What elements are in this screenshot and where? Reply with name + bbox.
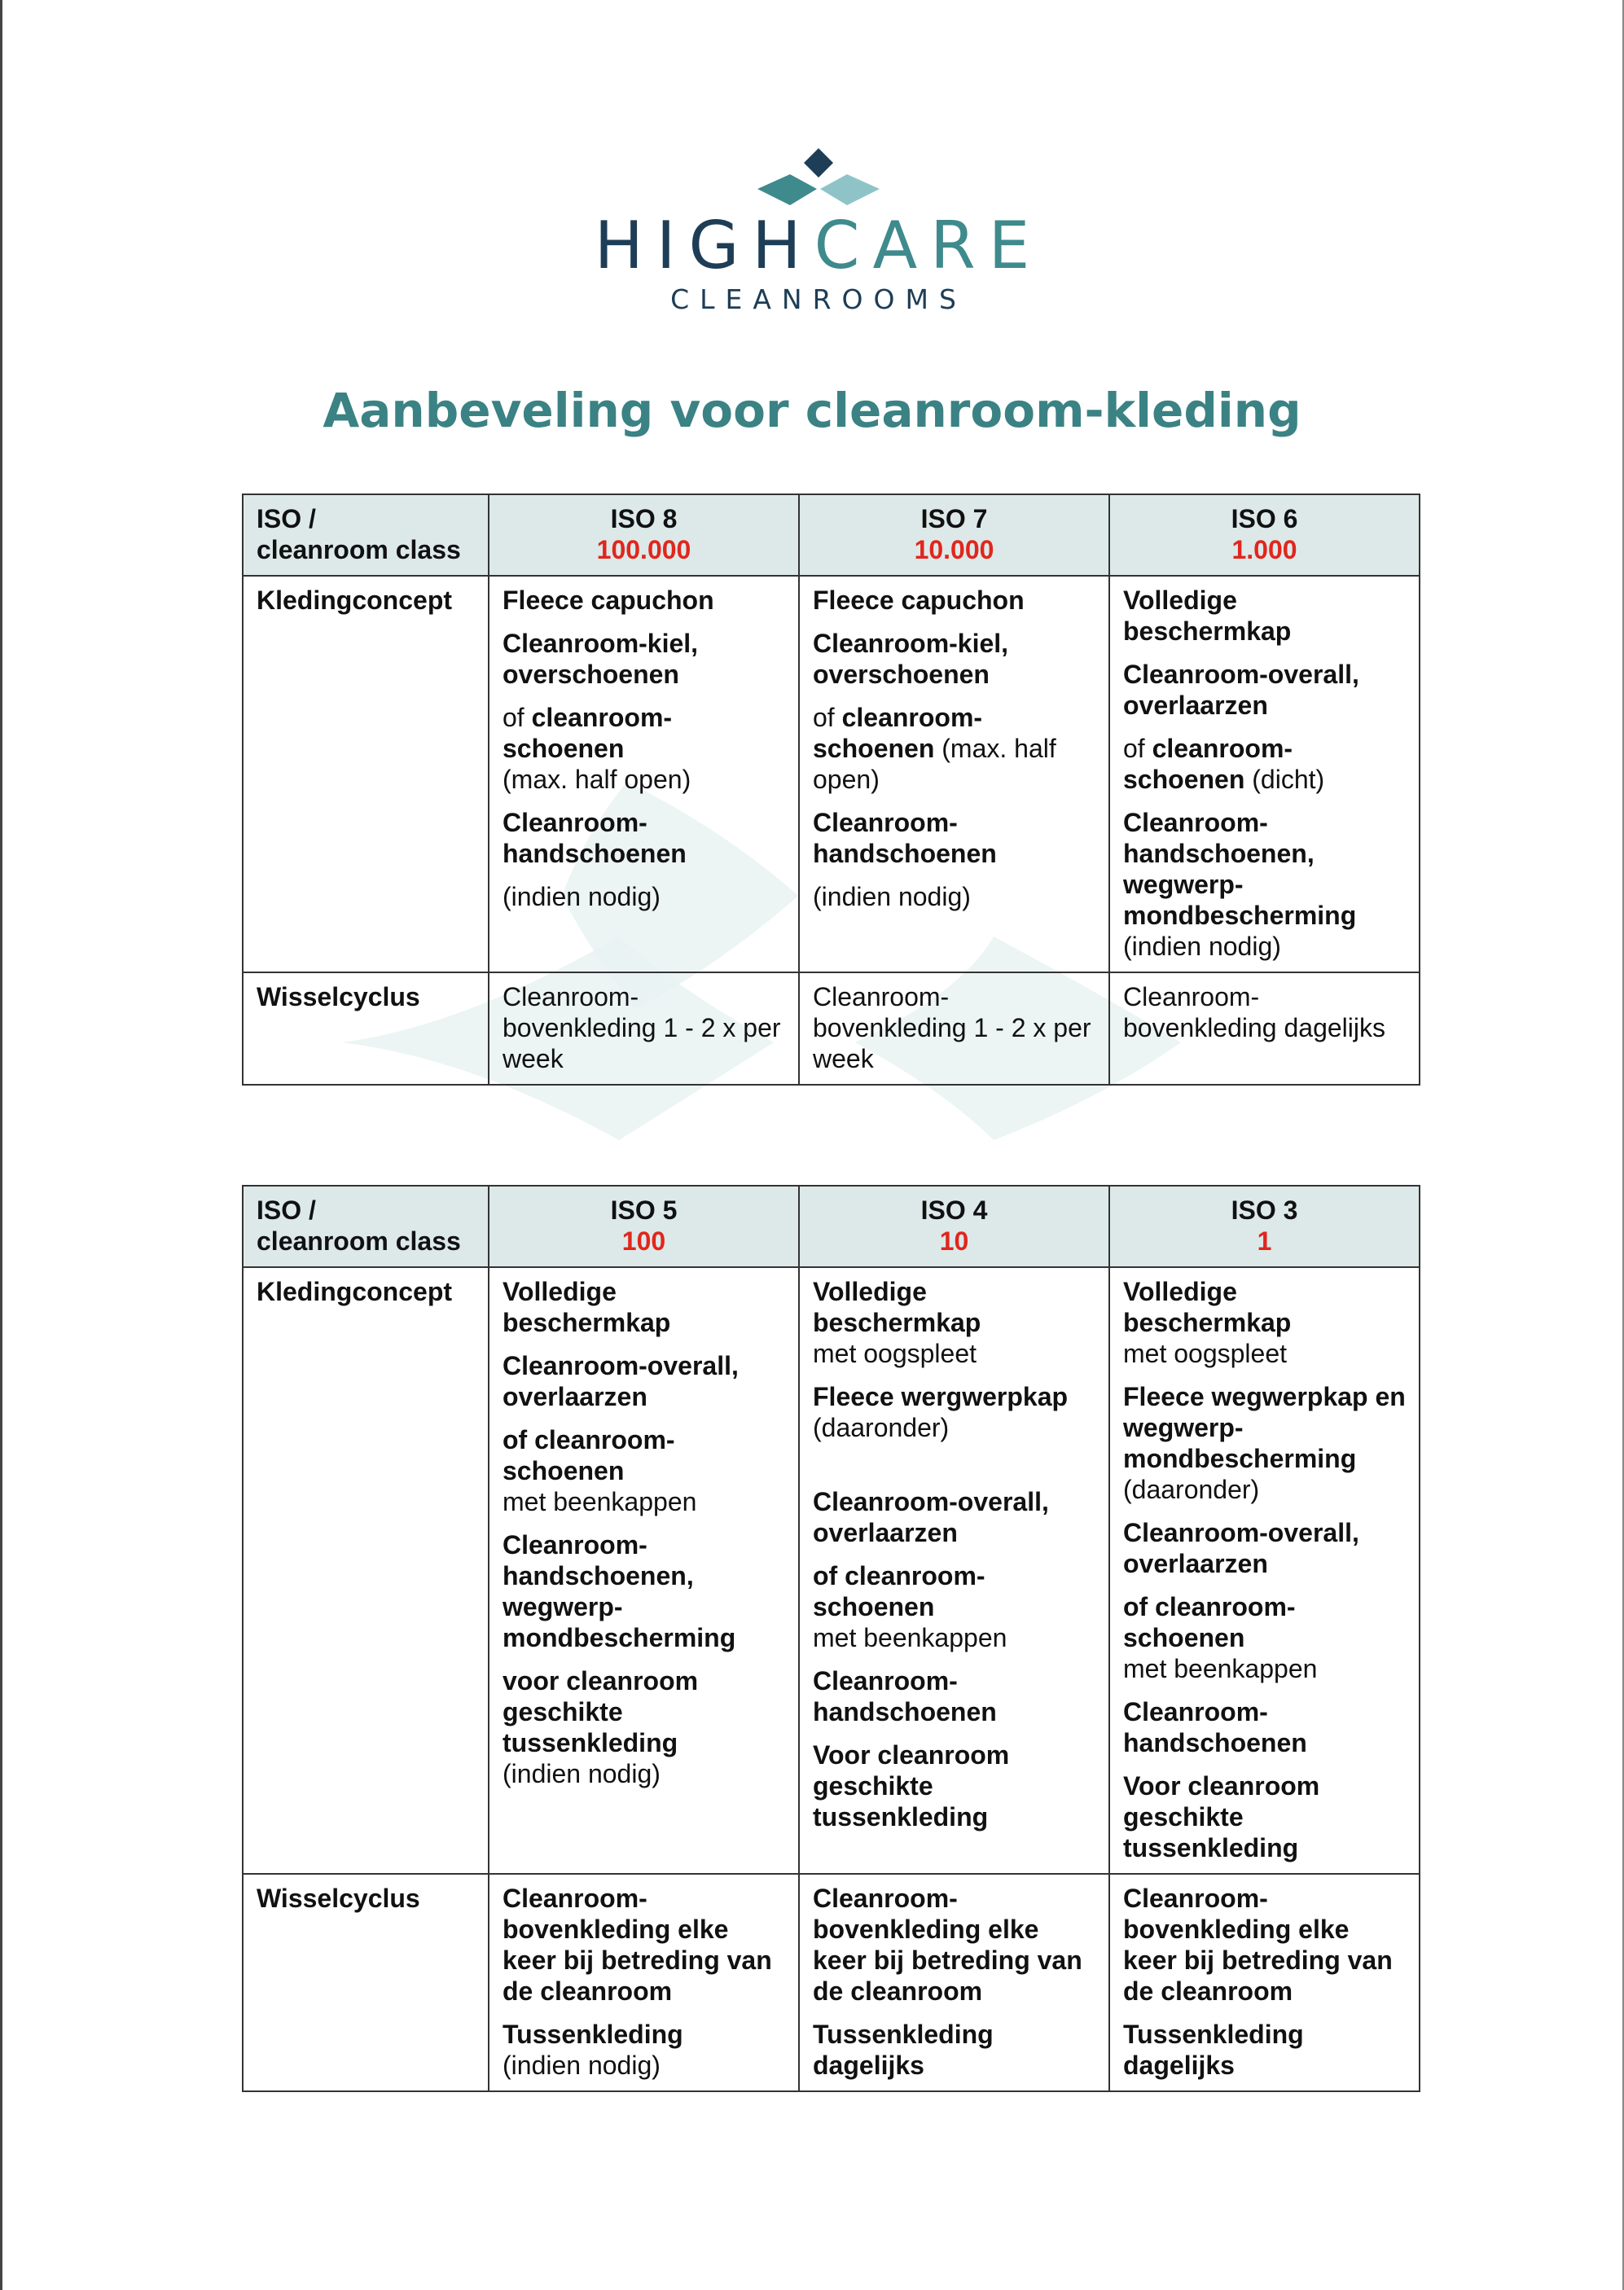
concept-line: Fleece capuchon bbox=[813, 586, 1025, 615]
row-label-wisselcyclus: Wisselcyclus bbox=[243, 972, 489, 1085]
concept-line: Cleanroom-handschoenen bbox=[813, 808, 997, 868]
concept-text-bold: Cleanroom-handschoenen, wegwerp-mondbescherming bbox=[1123, 808, 1357, 930]
cycle-line: Cleanroom-bovenkleding elke keer bij betreding van de cleanroom bbox=[503, 1884, 772, 2006]
table-header-row bbox=[243, 494, 1420, 576]
header-label-line-1: ISO / bbox=[257, 1195, 316, 1225]
particle-count: 1 bbox=[1257, 1226, 1272, 1256]
concept-text: (max. half open) bbox=[503, 765, 691, 794]
particle-count: 100 bbox=[621, 1226, 666, 1256]
concept-line: Volledige beschermkap bbox=[1123, 586, 1292, 646]
header-label-line-1: ISO / bbox=[257, 504, 316, 533]
concept-line: Cleanroom-handschoenen bbox=[813, 1666, 997, 1726]
concept-spacer bbox=[813, 1455, 1095, 1486]
concept-line: Voor cleanroom geschikte tussenkleding bbox=[813, 1740, 1010, 1832]
concept-text-bold: voor cleanroom geschikte tussenkleding bbox=[503, 1666, 699, 1757]
concept-text-bold: of cleanroom-schoenen bbox=[1123, 1592, 1296, 1652]
concept-line bbox=[1123, 807, 1406, 962]
concept-line: Cleanroom-handschoenen bbox=[1123, 1697, 1307, 1757]
concept-text: met beenkappen bbox=[1123, 1654, 1318, 1683]
logo-word-care: CARE bbox=[814, 208, 1043, 283]
concept-line bbox=[813, 1560, 1095, 1653]
concept-text-bold: cleanroom-schoenen bbox=[503, 703, 673, 763]
page-title: Aanbeveling voor cleanroom-kleding bbox=[323, 383, 1301, 438]
concept-text: met beenkappen bbox=[813, 1623, 1007, 1652]
concept-text: (dicht) bbox=[1244, 765, 1325, 794]
concept-line: Cleanroom-kiel, overschoenen bbox=[813, 629, 1009, 689]
row-label-wisselcyclus: Wisselcyclus bbox=[243, 1874, 489, 2091]
concept-text: (daaronder) bbox=[1123, 1475, 1260, 1504]
header-label-line-2: cleanroom class bbox=[257, 1226, 461, 1256]
cycle-line bbox=[503, 2019, 785, 2081]
concept-cell-iso4 bbox=[799, 1267, 1109, 1874]
concept-text: (max. half open) bbox=[813, 734, 1056, 794]
concept-text: of bbox=[1123, 734, 1152, 763]
particle-count: 100.000 bbox=[596, 535, 691, 564]
column-header-iso8 bbox=[489, 494, 799, 576]
concept-cell-iso8 bbox=[489, 576, 799, 972]
concept-text-bold: Volledige beschermkap bbox=[813, 1277, 981, 1337]
concept-line bbox=[503, 702, 785, 795]
cycle-cell-iso8: Cleanroom-bovenkleding 1 - 2 x per week bbox=[489, 972, 799, 1085]
column-header-iso4 bbox=[799, 1186, 1109, 1267]
concept-line bbox=[503, 1424, 785, 1517]
column-header-iso5 bbox=[489, 1186, 799, 1267]
concept-cell-iso5 bbox=[489, 1267, 799, 1874]
concept-line: (indien nodig) bbox=[503, 882, 661, 911]
concept-text-bold: cleanroom-schoenen bbox=[813, 703, 983, 763]
row-label-kledingconcept: Kledingconcept bbox=[243, 1267, 489, 1874]
concept-text: (indien nodig) bbox=[1123, 932, 1281, 961]
header-label-cell bbox=[243, 1186, 489, 1267]
concept-line: Cleanroom-overall, overlaarzen bbox=[503, 1351, 739, 1411]
concept-line bbox=[1123, 1276, 1406, 1369]
particle-count: 10 bbox=[939, 1226, 969, 1256]
iso-class-label: ISO 4 bbox=[920, 1195, 988, 1225]
cycle-cell-iso3 bbox=[1109, 1874, 1420, 2091]
table-header-row bbox=[243, 1186, 1420, 1267]
concept-line bbox=[813, 702, 1095, 795]
concept-line bbox=[1123, 733, 1406, 795]
concept-line bbox=[503, 1665, 785, 1789]
iso-class-label: ISO 5 bbox=[610, 1195, 678, 1225]
cycle-cell-iso7: Cleanroom-bovenkleding 1 - 2 x per week bbox=[799, 972, 1109, 1085]
column-header-iso3 bbox=[1109, 1186, 1420, 1267]
concept-text: (indien nodig) bbox=[503, 1759, 661, 1788]
cycle-text: (indien nodig) bbox=[503, 2051, 661, 2080]
cycle-line: Cleanroom-bovenkleding elke keer bij betreding van de cleanroom bbox=[1123, 1884, 1393, 2006]
iso-class-label: ISO 8 bbox=[610, 504, 678, 533]
concept-line: Cleanroom-overall, overlaarzen bbox=[1123, 1518, 1359, 1578]
header-label-cell bbox=[243, 494, 489, 576]
concept-text-bold: Fleece wergwerpkap bbox=[813, 1382, 1069, 1411]
cycle-cell-iso5 bbox=[489, 1874, 799, 2091]
concept-text-bold: Fleece wegwerpkap en wegwerp-mondbescherming bbox=[1123, 1382, 1406, 1473]
logo-wordmark bbox=[554, 208, 1083, 283]
concept-text: of bbox=[503, 703, 532, 732]
concept-cell-iso3 bbox=[1109, 1267, 1420, 1874]
concept-text-bold: of cleanroom-schoenen bbox=[813, 1561, 985, 1621]
concept-line: Volledige beschermkap bbox=[503, 1277, 671, 1337]
cycle-cell-iso6: Cleanroom-bovenkleding dagelijks bbox=[1109, 972, 1420, 1085]
iso-class-label: ISO 7 bbox=[920, 504, 988, 533]
concept-line: Cleanroom-overall, overlaarzen bbox=[813, 1487, 1049, 1547]
logo-word-high: HIGH bbox=[594, 208, 814, 283]
concept-line: Fleece capuchon bbox=[503, 586, 714, 615]
table-row-wisselcyclus bbox=[243, 972, 1420, 1085]
concept-line: Cleanroom-handschoenen, wegwerp-mondbescherming bbox=[503, 1530, 736, 1652]
iso-table-2 bbox=[242, 1185, 1420, 2092]
concept-text: (daaronder) bbox=[813, 1413, 950, 1442]
header-label-line-2: cleanroom class bbox=[257, 535, 461, 564]
logo-subtitle: CLEANROOMS bbox=[670, 283, 967, 315]
highcare-logo bbox=[554, 138, 1083, 326]
particle-count: 10.000 bbox=[914, 535, 994, 564]
column-header-iso6 bbox=[1109, 494, 1420, 576]
row-label-kledingconcept: Kledingconcept bbox=[243, 576, 489, 972]
particle-count: 1.000 bbox=[1231, 535, 1297, 564]
cycle-text-bold: Tussenkleding bbox=[503, 2020, 683, 2049]
cycle-line: Cleanroom-bovenkleding elke keer bij betreding van de cleanroom bbox=[813, 1884, 1082, 2006]
concept-line: Cleanroom-handschoenen bbox=[503, 808, 687, 868]
concept-line: Cleanroom-kiel, overschoenen bbox=[503, 629, 699, 689]
iso-table-1 bbox=[242, 494, 1420, 1086]
table-row-kledingconcept bbox=[243, 1267, 1420, 1874]
table-row-wisselcyclus bbox=[243, 1874, 1420, 2091]
concept-text: met oogspleet bbox=[1123, 1339, 1288, 1368]
column-header-iso7 bbox=[799, 494, 1109, 576]
concept-line: Voor cleanroom geschikte tussenkleding bbox=[1123, 1771, 1320, 1862]
concept-text: met oogspleet bbox=[813, 1339, 977, 1368]
cycle-cell-iso4 bbox=[799, 1874, 1109, 2091]
concept-line: (indien nodig) bbox=[813, 882, 971, 911]
concept-text: of bbox=[813, 703, 842, 732]
concept-line bbox=[813, 1381, 1095, 1443]
concept-text: met beenkappen bbox=[503, 1487, 697, 1516]
cycle-line: Tussenkleding dagelijks bbox=[813, 2020, 994, 2080]
table-row-kledingconcept bbox=[243, 576, 1420, 972]
concept-cell-iso7 bbox=[799, 576, 1109, 972]
page-border-left bbox=[0, 0, 2, 2290]
concept-line bbox=[1123, 1591, 1406, 1684]
concept-line: Cleanroom-overall, overlaarzen bbox=[1123, 660, 1359, 720]
iso-class-label: ISO 3 bbox=[1231, 1195, 1298, 1225]
cycle-line: Tussenkleding dagelijks bbox=[1123, 2020, 1304, 2080]
concept-line bbox=[813, 1276, 1095, 1369]
concept-text-bold: of cleanroom-schoenen bbox=[503, 1425, 675, 1485]
logo-diamond-mark bbox=[741, 147, 896, 212]
concept-text-bold: cleanroom-schoenen bbox=[1123, 734, 1293, 794]
iso-class-label: ISO 6 bbox=[1231, 504, 1298, 533]
concept-cell-iso6 bbox=[1109, 576, 1420, 972]
concept-text-bold: Volledige beschermkap bbox=[1123, 1277, 1292, 1337]
concept-line bbox=[1123, 1381, 1406, 1505]
